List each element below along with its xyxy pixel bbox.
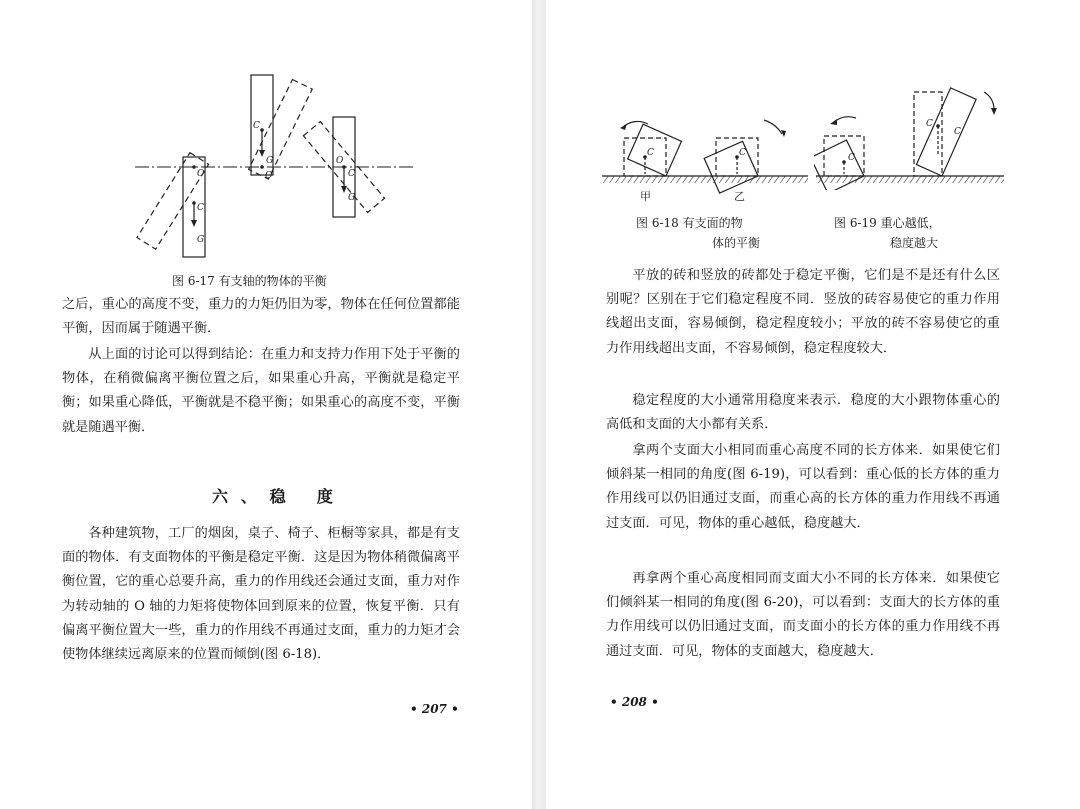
figure-6-18-caption-line2: 体的平衡 bbox=[712, 236, 761, 250]
right-paragraph-1: 平放的砖和竖放的砖都处于稳定平衡，它们是不是还有什么区别呢？区别在于它们稳定程度不同．竖放的砖容易使它的重力作用线超出支面，容易倾倒，稳定程度较小；平放的砖不容易使它的重力作用线超出支面，不容易倾倒，稳定程度较大． bbox=[606, 268, 1000, 356]
fig17-label-c3: C bbox=[348, 169, 355, 179]
fig17-label-o2: O bbox=[265, 171, 273, 181]
figure-6-18-caption-line1: 图 6-18 有支面的物 bbox=[636, 216, 743, 230]
fig17-label-c2: C bbox=[253, 121, 260, 131]
figure-6-18-drawing bbox=[600, 100, 810, 212]
page-number-right: • 208 • bbox=[610, 695, 659, 709]
right-page bbox=[546, 0, 1080, 809]
fig17-label-g3: G bbox=[348, 193, 356, 203]
fig17-label-o1: O bbox=[197, 169, 205, 179]
fig18-sublabel-yi: 乙 bbox=[734, 190, 745, 203]
figure-6-19 bbox=[814, 84, 1006, 190]
figure-6-18 bbox=[600, 100, 810, 212]
fig18-label-c1: C bbox=[647, 148, 654, 158]
fig18-label-c2: C bbox=[739, 148, 746, 158]
right-paragraph-3: 拿两个支面大小相同而重心高度不同的长方体来．如果使它们倾斜某一相同的角度(图 6-19)，可以看到：重心低的长方体的重力作用线可以仍旧通过支面，而重心高的长方体的重力作用线不再通过支面．可见，物体的重心越低，稳度越大． bbox=[606, 443, 1000, 531]
right-paragraph-2: 稳定程度的大小通常用稳度来表示．稳度的大小跟物体重心的高低和支面的大小都有关系． bbox=[606, 393, 1000, 433]
figure-6-19-drawing bbox=[814, 84, 1006, 190]
section-heading: 六、稳 度 bbox=[212, 487, 346, 506]
figure-6-17-caption: 图 6-17 有支轴的物体的平衡 bbox=[172, 274, 327, 288]
figure-6-17 bbox=[130, 70, 420, 260]
page-number-left: • 207 • bbox=[410, 702, 459, 716]
fig17-label-c1: C bbox=[197, 203, 204, 213]
right-paragraph-4: 再拿两个重心高度相同而支面大小不同的长方体来．如果使它们倾斜某一相同的角度(图 6-20)，可以看到：支面大的长方体的重力作用线可以仍旧通过支面，而支面小的长方体的重力作用线不再通过支面．可见，物体的支面越大，稳度越大． bbox=[606, 571, 1000, 659]
left-page bbox=[0, 0, 532, 809]
left-paragraph-1: 之后，重心的高度不变，重力的力矩仍旧为零，物体在任何位置都能平衡，因而属于随遇平衡． bbox=[62, 297, 460, 337]
figure-6-19-caption-line2: 稳度越大 bbox=[890, 236, 939, 250]
book-gutter bbox=[532, 0, 546, 809]
left-paragraph-3: 各种建筑物，工厂的烟囱，桌子、椅子、柜橱等家具，都是有支面的物体．有支面物体的平衡是稳定平衡．这是因为物体稍微偏离平衡位置，它的重心总要升高，重力的作用线还会通过支面，重力对作为转动轴的 O 轴的力矩将使物体回到原来的位置，恢复平衡．只有偏离平衡位置大一些，重力的作用线不再通过支面，重力的力矩才会使物体继续远离原来的位置而倾倒(图 6-18)． bbox=[62, 526, 460, 663]
fig17-label-g2: G bbox=[266, 156, 274, 166]
fig18-sublabel-jia: 甲 bbox=[640, 190, 651, 203]
fig19-label-c1: C bbox=[848, 153, 855, 163]
fig17-label-g1: G bbox=[197, 235, 205, 245]
figure-6-19-caption-line1: 图 6-19 重心越低， bbox=[834, 216, 941, 230]
figure-6-17-drawing bbox=[130, 70, 420, 260]
fig19-label-c3: C bbox=[954, 127, 961, 137]
fig19-label-c2: C bbox=[926, 119, 933, 129]
fig17-label-o3: O bbox=[336, 156, 344, 166]
left-paragraph-2: 从上面的讨论可以得到结论：在重力和支持力作用下处于平衡的物体，在稍微偏离平衡位置之后，如果重心升高，平衡就是稳定平衡；如果重心降低，平衡就是不稳平衡；如果重心的高度不变，平衡就是随遇平衡． bbox=[62, 347, 460, 435]
